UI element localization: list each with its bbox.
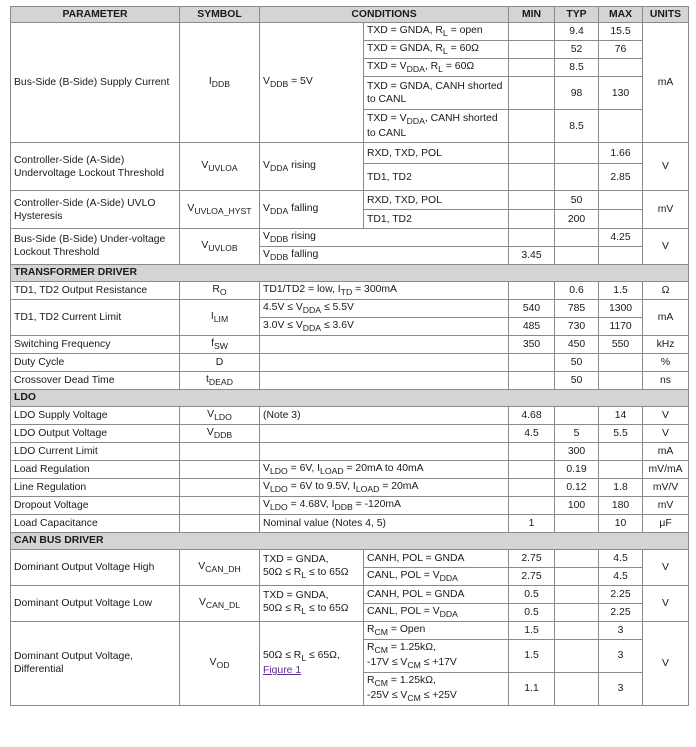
typ-cell: 50 — [555, 191, 599, 210]
table-row — [11, 371, 689, 389]
max-cell: 180 — [599, 496, 643, 514]
units-cell: ns — [643, 371, 689, 389]
units-cell: mV/V — [643, 478, 689, 496]
cond-cell: TD1, TD2 — [364, 210, 509, 229]
min-cell: 0.5 — [509, 603, 555, 621]
param-bus-supply: Bus-Side (B-Side) Supply Current — [11, 23, 180, 143]
param-dominant-low: Dominant Output Voltage Low — [11, 585, 180, 621]
table-row — [11, 478, 689, 496]
table-row — [11, 496, 689, 514]
cond-cell: CANL, POL = $V_{DDA}$ — [364, 603, 509, 621]
units-cell: mV — [643, 191, 689, 229]
units-cell: kHz — [643, 335, 689, 353]
param-vod: Dominant Output Voltage, Differential — [11, 621, 180, 705]
max-cell: 3 — [599, 621, 643, 639]
cond-cell: TD1, TD2 — [364, 164, 509, 191]
typ-cell: 9.4 — [555, 23, 599, 41]
typ-cell: 5 — [555, 424, 599, 442]
cond-cell: TXD = $V_{DDA}$, $R_L = 60\Omega$ — [364, 59, 509, 77]
cond-vddb-5v: $V_{DDB} = 5V$ — [260, 23, 364, 143]
max-cell: 2.25 — [599, 585, 643, 603]
max-cell: 4.25 — [599, 229, 643, 247]
units-cell: V — [643, 229, 689, 265]
max-cell: 1170 — [599, 317, 643, 335]
param-line-regulation: Line Regulation — [11, 478, 180, 496]
max-cell: 76 — [599, 41, 643, 59]
cond-cell: $R_{CM} = 1.25k\Omega$, $-25V \le V_{CM} \le +25V$ — [364, 672, 509, 705]
min-cell: 485 — [509, 317, 555, 335]
units-cell: V — [643, 424, 689, 442]
param-dropout-voltage: Dropout Voltage — [11, 496, 180, 514]
section-ldo: LDO — [11, 389, 689, 406]
col-typ: TYP — [555, 7, 599, 23]
param-load-regulation: Load Regulation — [11, 460, 180, 478]
table-row — [11, 460, 689, 478]
cond-cell: $V_{DDB}$ falling — [260, 246, 509, 264]
symbol-vddb: $V_{DDB}$ — [180, 424, 260, 442]
typ-cell: 730 — [555, 317, 599, 335]
cond-cell: $V_{LDO} = 4.68V$, $I_{DDB} = -120mA$ — [260, 496, 509, 514]
cond-cell: $V_{LDO} = 6V$, $I_{LOAD} = 20mA$ to 40mA — [260, 460, 509, 478]
col-units: UNITS — [643, 7, 689, 23]
max-cell: 1.66 — [599, 143, 643, 164]
electrical-characteristics-table — [10, 6, 689, 706]
cond-cell: RXD, TXD, POL — [364, 191, 509, 210]
param-td-resistance: TD1, TD2 Output Resistance — [11, 281, 180, 299]
typ-cell: 785 — [555, 299, 599, 317]
min-cell: 2.75 — [509, 549, 555, 567]
units-cell: mA — [643, 442, 689, 460]
param-ldo-current-limit: LDO Current Limit — [11, 442, 180, 460]
units-cell: mV — [643, 496, 689, 514]
table-row — [11, 191, 689, 210]
cond-cell: TXD = GNDA, $R_L = 60\Omega$ — [364, 41, 509, 59]
cond-vdda-falling: $V_{DDA}$ falling — [260, 191, 364, 229]
cond-rl-range: $50\Omega \le R_L \le 65\Omega$, Figure 1 — [260, 621, 364, 705]
section-row — [11, 264, 689, 281]
max-cell: 1300 — [599, 299, 643, 317]
max-cell: 10 — [599, 514, 643, 532]
symbol-vcan-dl: $V_{CAN\_DL}$ — [180, 585, 260, 621]
param-duty-cycle: Duty Cycle — [11, 353, 180, 371]
typ-cell: 300 — [555, 442, 599, 460]
table-row — [11, 585, 689, 603]
symbol-vuvloa-hyst: $V_{UVLOA\_HYST}$ — [180, 191, 260, 229]
max-cell: 5.5 — [599, 424, 643, 442]
cond-cell: CANH, POL = GNDA — [364, 585, 509, 603]
units-cell: mA — [643, 23, 689, 143]
units-cell: V — [643, 585, 689, 621]
typ-cell: 0.19 — [555, 460, 599, 478]
typ-cell: 450 — [555, 335, 599, 353]
min-cell: 1 — [509, 514, 555, 532]
param-ldo-supply: LDO Supply Voltage — [11, 406, 180, 424]
units-cell: Ω — [643, 281, 689, 299]
max-cell: 3 — [599, 639, 643, 672]
table-header-row — [11, 7, 689, 23]
units-cell: μF — [643, 514, 689, 532]
max-cell: 4.5 — [599, 549, 643, 567]
table-row — [11, 335, 689, 353]
cond-cell: TD1/TD2 = low, $I_{TD} = 300mA$ — [260, 281, 509, 299]
cond-cell: Nominal value (Notes 4, 5) — [260, 514, 509, 532]
units-cell: V — [643, 549, 689, 585]
table-row — [11, 23, 689, 41]
table-row — [11, 281, 689, 299]
param-uvlo-hyst: Controller-Side (A-Side) UVLO Hysteresis — [11, 191, 180, 229]
max-cell: 4.5 — [599, 567, 643, 585]
col-parameter: PARAMETER — [11, 7, 180, 23]
symbol-fsw: $f_{SW}$ — [180, 335, 260, 353]
cond-cell: CANH, POL = GNDA — [364, 549, 509, 567]
symbol-iddb: $I_{DDB}$ — [180, 23, 260, 143]
param-ldo-output: LDO Output Voltage — [11, 424, 180, 442]
typ-cell: 0.12 — [555, 478, 599, 496]
symbol-tdead: $t_{DEAD}$ — [180, 371, 260, 389]
min-cell: 1.1 — [509, 672, 555, 705]
units-cell: V — [643, 621, 689, 705]
col-symbol: SYMBOL — [180, 7, 260, 23]
section-can-bus-driver: CAN BUS DRIVER — [11, 532, 689, 549]
typ-cell: 0.6 — [555, 281, 599, 299]
cond-cell: TXD = GNDA, $R_L$ = open — [364, 23, 509, 41]
max-cell: 2.85 — [599, 164, 643, 191]
cond-cell: $R_{CM} = 1.25k\Omega$, $-17V \le V_{CM} \le +17V$ — [364, 639, 509, 672]
typ-cell: 50 — [555, 353, 599, 371]
symbol-ro: $R_O$ — [180, 281, 260, 299]
cond-cell: RXD, TXD, POL — [364, 143, 509, 164]
table-row — [11, 406, 689, 424]
min-cell: 4.68 — [509, 406, 555, 424]
max-cell: 15.5 — [599, 23, 643, 41]
symbol-vldo: $V_{LDO}$ — [180, 406, 260, 424]
param-uvloa: Controller-Side (A-Side) Undervoltage Lockout Threshold — [11, 143, 180, 191]
units-cell: V — [643, 143, 689, 191]
symbol-vcan-dh: $V_{CAN\_DH}$ — [180, 549, 260, 585]
max-cell: 14 — [599, 406, 643, 424]
symbol-d: D — [180, 353, 260, 371]
cond-cell: TXD = GNDA, CANH shorted to CANL — [364, 77, 509, 110]
typ-cell: 200 — [555, 210, 599, 229]
min-cell: 1.5 — [509, 621, 555, 639]
typ-cell: 100 — [555, 496, 599, 514]
table-row — [11, 229, 689, 247]
figure-1-link[interactable]: Figure 1 — [263, 665, 302, 677]
cond-cell: $3.0V \le V_{DDA} \le 3.6V$ — [260, 317, 509, 335]
typ-cell: 98 — [555, 77, 599, 110]
table-row — [11, 514, 689, 532]
section-row — [11, 389, 689, 406]
units-cell: % — [643, 353, 689, 371]
param-load-capacitance: Load Capacitance — [11, 514, 180, 532]
cond-cell: CANL, POL = $V_{DDA}$ — [364, 567, 509, 585]
symbol-ilim: $I_{LIM}$ — [180, 299, 260, 335]
param-td-current-limit: TD1, TD2 Current Limit — [11, 299, 180, 335]
table-row — [11, 143, 689, 164]
min-cell: 4.5 — [509, 424, 555, 442]
table-row — [11, 621, 689, 639]
typ-cell: 52 — [555, 41, 599, 59]
typ-cell: 50 — [555, 371, 599, 389]
units-cell: mV/mA — [643, 460, 689, 478]
table-row — [11, 549, 689, 567]
min-cell: 0.5 — [509, 585, 555, 603]
max-cell: 1.8 — [599, 478, 643, 496]
col-conditions: CONDITIONS — [260, 7, 509, 23]
symbol-vuvlob: $V_{UVLOB}$ — [180, 229, 260, 265]
min-cell: 2.75 — [509, 567, 555, 585]
cond-cell: $4.5V \le V_{DDA} \le 5.5V$ — [260, 299, 509, 317]
min-cell: 1.5 — [509, 639, 555, 672]
cond-cell: $V_{LDO} = 6V$ to 9.5V, $I_{LOAD} = 20mA$ — [260, 478, 509, 496]
symbol-vod: $V_{OD}$ — [180, 621, 260, 705]
table-row — [11, 442, 689, 460]
units-cell: mA — [643, 299, 689, 335]
param-dominant-high: Dominant Output Voltage High — [11, 549, 180, 585]
cond-cell: (Note 3) — [260, 406, 509, 424]
table-row — [11, 353, 689, 371]
param-uvlob: Bus-Side (B-Side) Under-voltage Lockout Threshold — [11, 229, 180, 265]
typ-cell: 8.5 — [555, 110, 599, 143]
min-cell: 540 — [509, 299, 555, 317]
typ-cell: 8.5 — [555, 59, 599, 77]
min-cell: 3.45 — [509, 246, 555, 264]
max-cell: 130 — [599, 77, 643, 110]
param-switching-frequency: Switching Frequency — [11, 335, 180, 353]
cond-cell: $V_{DDB}$ rising — [260, 229, 509, 247]
symbol-vuvloa: $V_{UVLOA}$ — [180, 143, 260, 191]
col-max: MAX — [599, 7, 643, 23]
min-cell: 350 — [509, 335, 555, 353]
table-row — [11, 299, 689, 317]
cond-txd-gnda: TXD = GNDA, $50\Omega \le R_L$ ≤ to 65Ω — [260, 549, 364, 585]
max-cell: 2.25 — [599, 603, 643, 621]
max-cell: 1.5 — [599, 281, 643, 299]
section-row — [11, 532, 689, 549]
max-cell: 550 — [599, 335, 643, 353]
col-min: MIN — [509, 7, 555, 23]
table-row — [11, 424, 689, 442]
cond-cell: $R_{CM}$ = Open — [364, 621, 509, 639]
cond-txd-gnda: TXD = GNDA, $50\Omega \le R_L$ ≤ to 65Ω — [260, 585, 364, 621]
param-dead-time: Crossover Dead Time — [11, 371, 180, 389]
section-transformer-driver: TRANSFORMER DRIVER — [11, 264, 689, 281]
cond-vdda-rising: $V_{DDA}$ rising — [260, 143, 364, 191]
max-cell: 3 — [599, 672, 643, 705]
units-cell: V — [643, 406, 689, 424]
cond-cell: TXD = $V_{DDA}$, CANH shorted to CANL — [364, 110, 509, 143]
